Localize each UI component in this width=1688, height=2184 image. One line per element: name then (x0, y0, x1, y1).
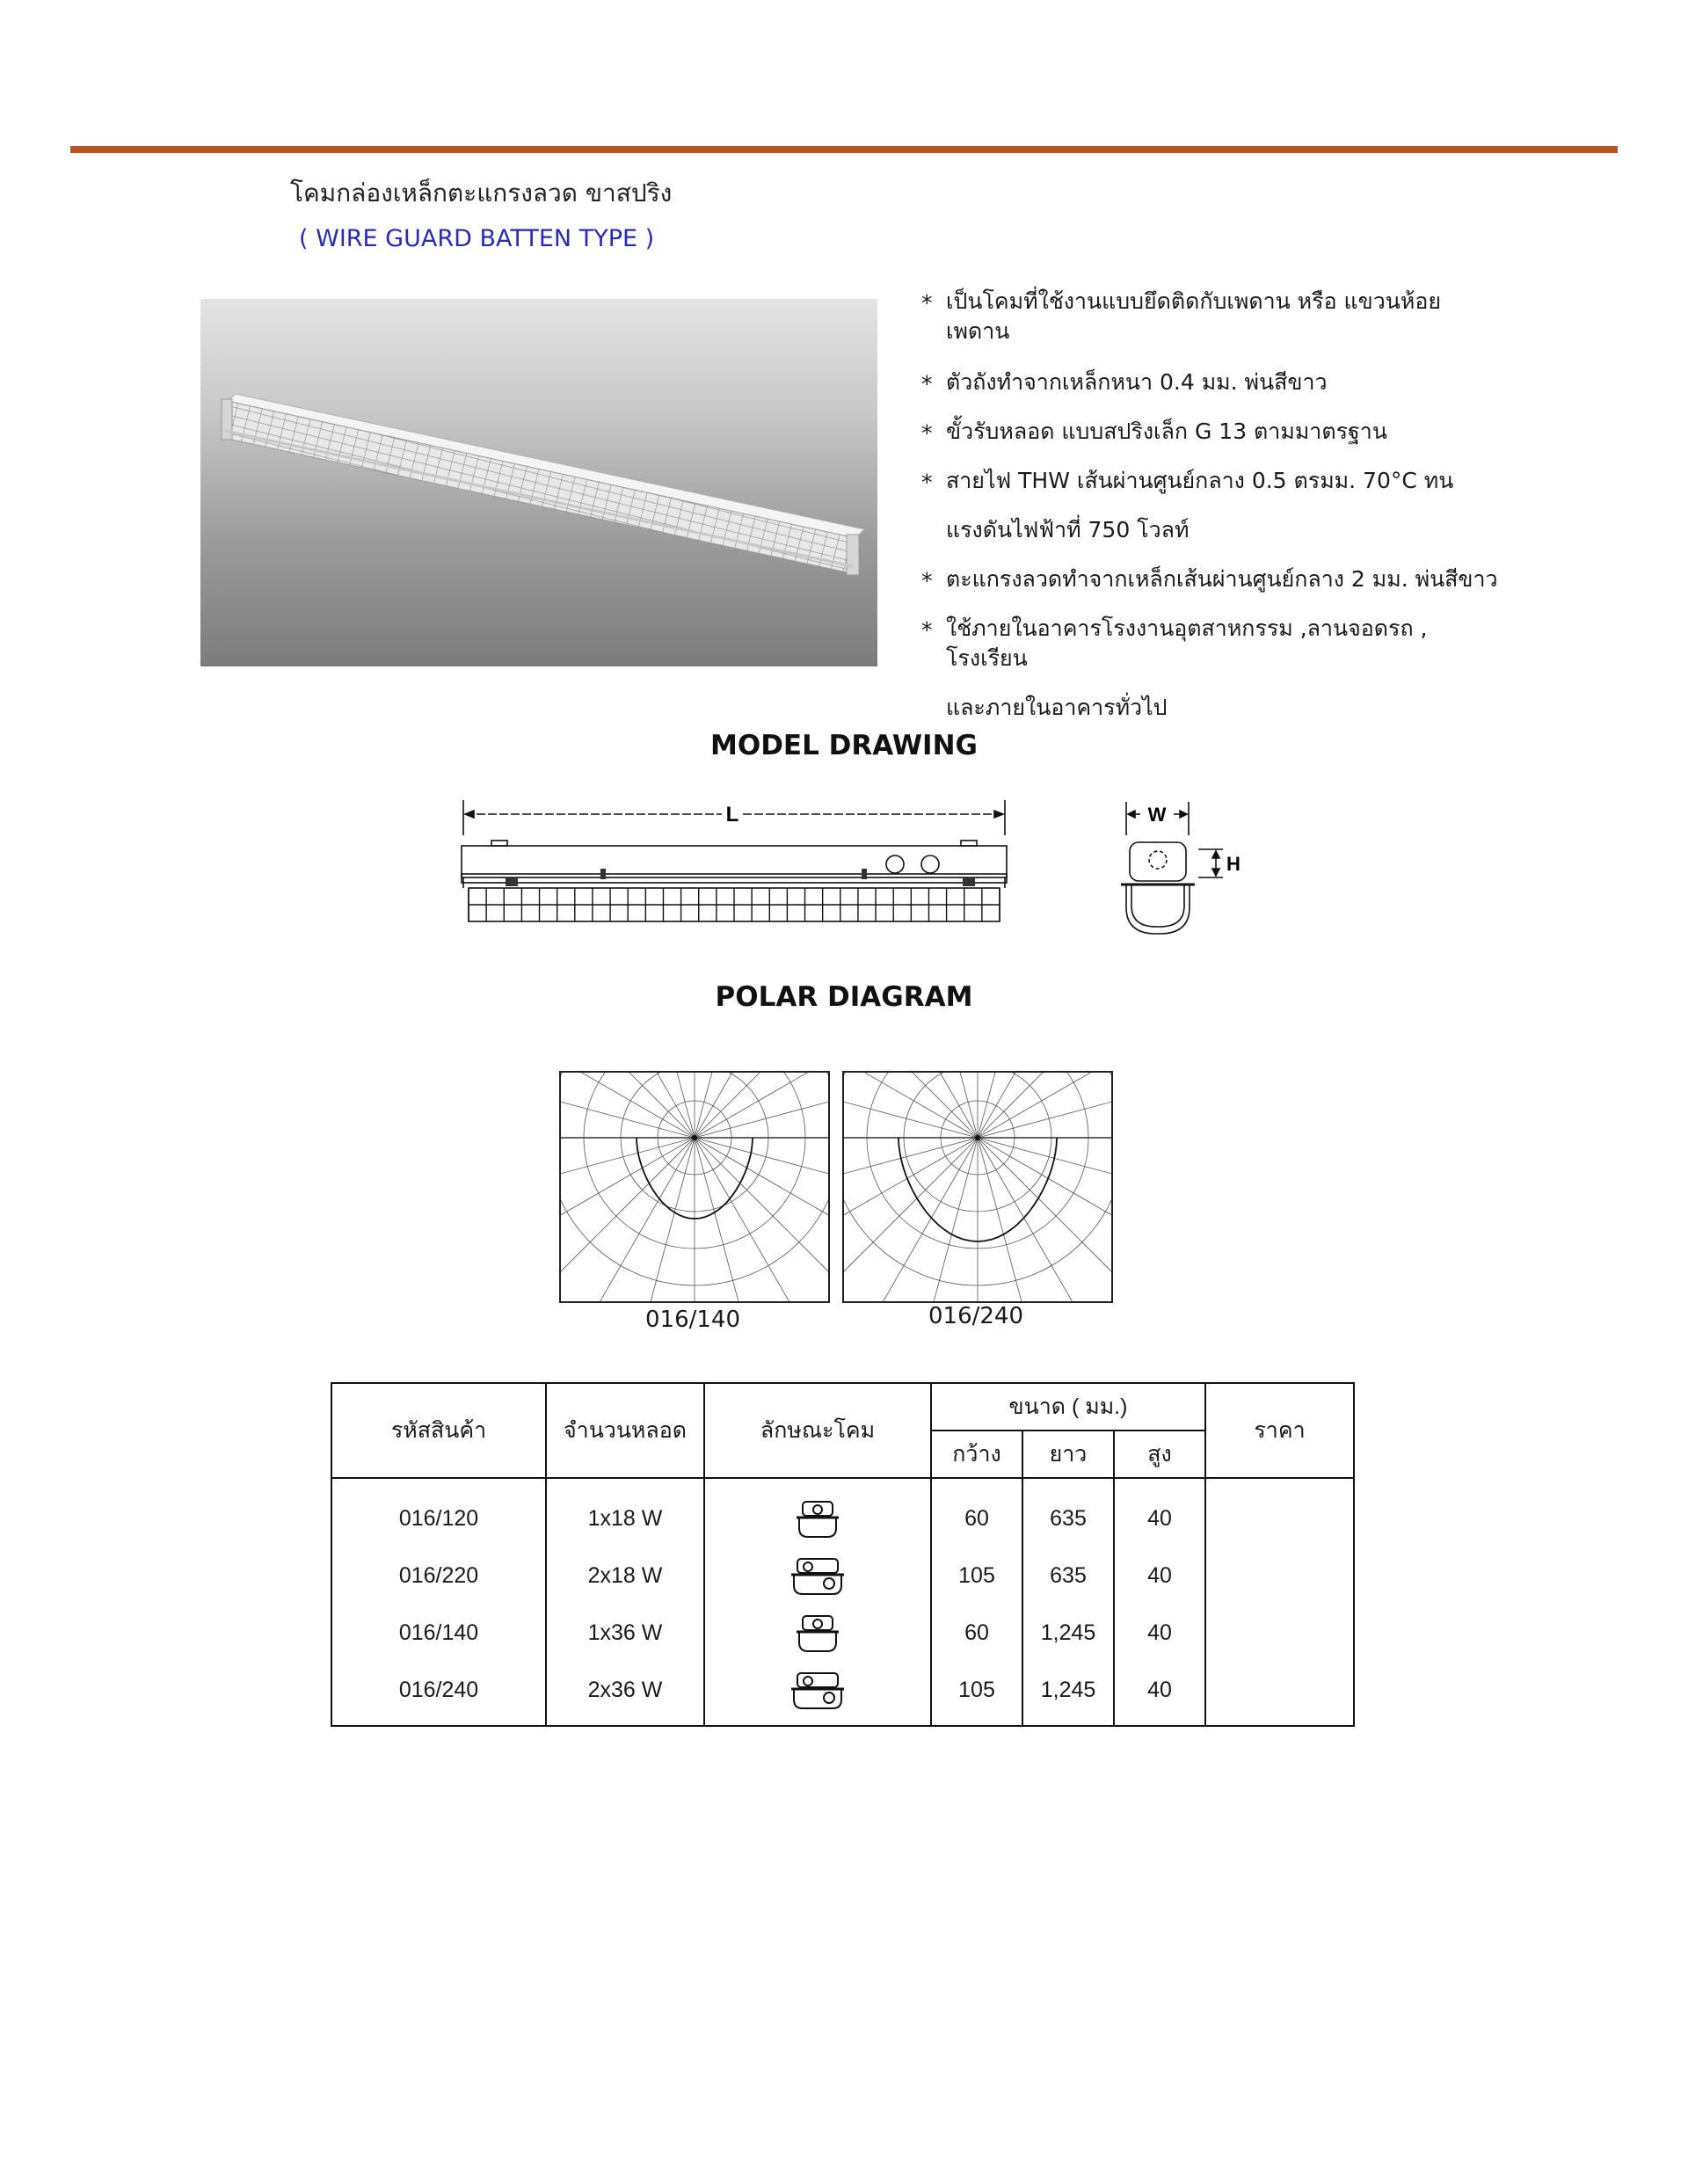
cell-length: 635 (1022, 1547, 1114, 1605)
cell-code: 016/120 (331, 1478, 546, 1547)
single-lamp-profile-icon (796, 1500, 840, 1539)
cell-code: 016/220 (331, 1547, 546, 1605)
cell-lamps: 2x36 W (546, 1662, 704, 1726)
cell-length: 635 (1022, 1478, 1114, 1547)
col-header-height: สูง (1114, 1431, 1205, 1478)
polar-label-016-140: 016/140 (644, 1307, 740, 1333)
cell-lamps: 1x18 W (546, 1478, 704, 1547)
specification-table (331, 1382, 1355, 1727)
col-header-code: รหัสสินค้า (331, 1383, 546, 1478)
model-drawing-heading: MODEL DRAWING (710, 730, 978, 761)
polar-label-016-240: 016/240 (928, 1303, 1023, 1329)
cell-height: 40 (1114, 1478, 1205, 1547)
col-header-style: ลักษณะโคม (704, 1383, 931, 1478)
polar-diagram-heading: POLAR DIAGRAM (715, 981, 973, 1013)
polar-curve-graph (561, 1073, 828, 1301)
fluorescent-batten-wire-guard-photo (200, 299, 877, 666)
feature-item: * ตะแกรงลวดทำจากเหล็กเส้นผ่านศูนย์กลาง 2 มม. พ่นสีขาว (921, 564, 1502, 594)
twin-lamp-profile-icon (790, 1557, 845, 1596)
cell-lamps: 2x18 W (546, 1547, 704, 1605)
cell-style (704, 1547, 931, 1605)
col-header-width: กว้าง (931, 1431, 1022, 1478)
table-row (331, 1478, 1354, 1547)
cell-price (1205, 1605, 1354, 1662)
feature-item: * ขั้วรับหลอด แบบสปริงเล็ก G 13 ตามมาตรฐาน (921, 417, 1502, 447)
col-header-lamps: จำนวนหลอด (546, 1383, 704, 1478)
product-title-english: ( WIRE GUARD BATTEN TYPE ) (299, 225, 655, 252)
model-drawing (453, 790, 1297, 948)
cell-price (1205, 1547, 1354, 1605)
feature-item: * สายไฟ THW เส้นผ่านศูนย์กลาง 0.5 ตรมม. 70°C ทน แรงดันไฟฟ้าที่ 750 โวลท์ (921, 466, 1502, 545)
header-divider-bar (70, 146, 1618, 153)
cell-price (1205, 1478, 1354, 1547)
dim-label-height: H (1226, 853, 1241, 875)
single-lamp-profile-icon (796, 1614, 840, 1653)
col-header-price: ราคา (1205, 1383, 1354, 1478)
dim-label-width: W (1147, 804, 1167, 826)
cell-length: 1,245 (1022, 1662, 1114, 1726)
feature-item: * ใช้ภายในอาคารโรงงานอุตสาหกรรม ,ลานจอดรถ , โรงเรียน และภายในอาคารทั่วไป (921, 614, 1502, 723)
dim-label-length: L (725, 803, 739, 826)
cell-style (704, 1605, 931, 1662)
cell-width: 105 (931, 1662, 1022, 1726)
cell-height: 40 (1114, 1547, 1205, 1605)
cell-price (1205, 1662, 1354, 1726)
cell-code: 016/240 (331, 1662, 546, 1726)
product-title-thai: โคมกล่องเหล็กตะแกรงลวด ขาสปริง (290, 178, 673, 207)
twin-lamp-profile-icon (790, 1671, 845, 1710)
feature-item: * เป็นโคมที่ใช้งานแบบยึดติดกับเพดาน หรือ แขวนห้อยเพดาน (921, 287, 1502, 346)
cell-width: 105 (931, 1547, 1022, 1605)
col-header-length: ยาว (1022, 1431, 1114, 1478)
cell-width: 60 (931, 1605, 1022, 1662)
table-row (331, 1662, 1354, 1726)
cell-style (704, 1478, 931, 1547)
cell-style (704, 1662, 931, 1726)
product-photo (200, 299, 877, 666)
polar-diagram-016-240 (842, 1071, 1113, 1303)
col-header-size: ขนาด ( มม.) (931, 1383, 1205, 1431)
cell-lamps: 1x36 W (546, 1605, 704, 1662)
table-row (331, 1605, 1354, 1662)
table-row (331, 1547, 1354, 1605)
cell-code: 016/140 (331, 1605, 546, 1662)
feature-item: * ตัวถังทำจากเหล็กหนา 0.4 มม. พ่นสีขาว (921, 368, 1502, 397)
cell-height: 40 (1114, 1662, 1205, 1726)
cell-height: 40 (1114, 1605, 1205, 1662)
polar-diagram-016-140 (559, 1071, 830, 1303)
cell-length: 1,245 (1022, 1605, 1114, 1662)
polar-curve-graph (844, 1073, 1111, 1301)
cell-width: 60 (931, 1478, 1022, 1547)
feature-list (921, 287, 1502, 744)
